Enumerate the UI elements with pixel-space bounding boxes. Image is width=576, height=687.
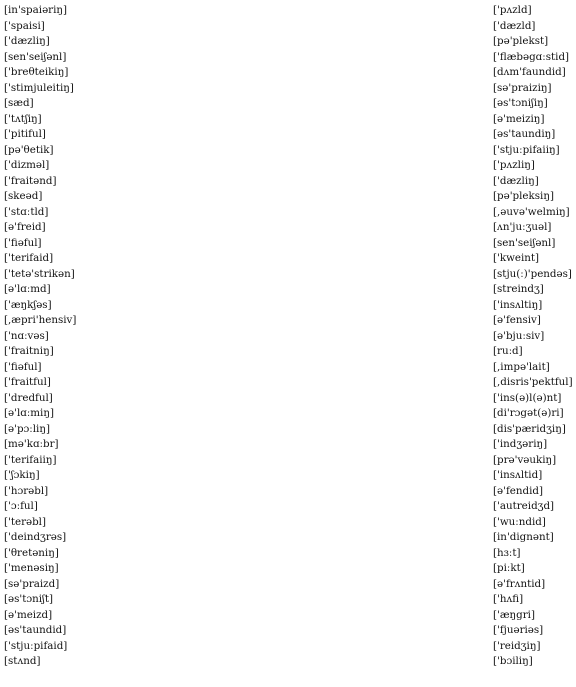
phonetic-entry: [stʌnd] bbox=[4, 655, 41, 667]
phonetic-entry: ['breθteikiŋ] bbox=[4, 66, 69, 78]
phonetic-entry: ['reidʒiŋ] bbox=[493, 639, 541, 652]
phonetic-entry: [əs'taundiŋ] bbox=[493, 128, 556, 140]
phonetic-entry: [ə'pɔːliŋ] bbox=[4, 422, 51, 435]
phonetic-entry: ['terifaiiŋ] bbox=[4, 453, 57, 466]
phonetic-entry: ['tʌtʃiŋ] bbox=[4, 112, 42, 125]
phonetic-entry: [dis'pæridʒiŋ] bbox=[493, 422, 566, 435]
phonetic-entry: [mə'kɑːbr] bbox=[4, 438, 59, 450]
phonetic-entry: [hɜːt] bbox=[493, 546, 521, 559]
phonetic-entry: ['fraitful] bbox=[4, 376, 51, 388]
phonetic-entry: [ə'bjuːsiv] bbox=[493, 329, 545, 342]
phonetic-entry: [,əuvə'welmiŋ] bbox=[493, 205, 570, 218]
phonetic-entry: ['stɑːtld] bbox=[4, 205, 49, 218]
phonetic-entry: ['flæbəgɑːstid] bbox=[493, 50, 570, 63]
phonetic-entry: [pə'pleksiŋ] bbox=[493, 190, 554, 202]
phonetic-entry: ['dizməl] bbox=[4, 159, 50, 171]
phonetic-entry: ['fiəful] bbox=[4, 360, 42, 373]
phonetic-entry: [ə'freid] bbox=[4, 221, 46, 233]
phonetic-entry: [sə'praiziŋ] bbox=[493, 81, 552, 94]
phonetic-entry: [skeəd] bbox=[4, 190, 43, 202]
phonetic-entry: [in'spaiəriŋ] bbox=[4, 4, 68, 16]
phonetic-entry: ['θretəniŋ] bbox=[4, 546, 59, 559]
phonetic-entry: [in'dignənt] bbox=[493, 531, 554, 543]
phonetic-entry: [ə'frʌntid] bbox=[493, 577, 546, 590]
phonetic-entry: ['dredful] bbox=[4, 391, 53, 404]
right-pronunciation-column bbox=[493, 3, 573, 670]
phonetic-entry: ['stjuːpifaid] bbox=[4, 639, 68, 652]
phonetic-entry: ['stjuːpifaiiŋ] bbox=[493, 143, 560, 156]
phonetic-entry: [ʌn'juːʒuəl] bbox=[493, 221, 552, 233]
phonetic-entry: [ə'meiziŋ] bbox=[493, 112, 545, 125]
phonetic-entry: ['fraitənd] bbox=[4, 174, 57, 187]
phonetic-entry: ['indʒəriŋ] bbox=[493, 438, 548, 450]
phonetic-entry: ['autreidʒd] bbox=[493, 500, 555, 512]
phonetic-entry: ['æŋkʃəs] bbox=[4, 298, 52, 311]
phonetic-entry: ['ɔːful] bbox=[4, 500, 38, 512]
phonetic-entry: [ə'fensiv] bbox=[493, 314, 541, 326]
phonetic-entry: ['ins(ə)l(ə)nt] bbox=[493, 391, 562, 404]
phonetic-entry: ['pʌzld] bbox=[493, 4, 532, 16]
phonetic-entry: [ə'lɑːmd] bbox=[4, 283, 51, 295]
phonetic-entry: [sæd] bbox=[4, 97, 34, 109]
phonetic-entry: ['kweint] bbox=[493, 252, 540, 264]
phonetic-entry: ['stimjuleitiŋ] bbox=[4, 81, 74, 94]
phonetic-entry: [ə'fendid] bbox=[493, 484, 543, 497]
phonetic-entry: ['fiəful] bbox=[4, 236, 42, 249]
phonetic-entry: ['insʌltiŋ] bbox=[493, 298, 543, 311]
phonetic-entry: ['dæzliŋ] bbox=[4, 35, 50, 47]
phonetic-entry: [əs'tɔniʃt] bbox=[4, 593, 54, 605]
phonetic-entry: ['hʌfi] bbox=[493, 593, 524, 605]
phonetic-entry: ['pʌzliŋ] bbox=[493, 159, 535, 171]
phonetic-entry: [sen'seiʃənl] bbox=[4, 50, 67, 63]
phonetic-entry: ['pitiful] bbox=[4, 128, 46, 140]
phonetic-entry: ['wuːndid] bbox=[493, 515, 546, 528]
phonetic-entry: [dʌm'faundid] bbox=[493, 66, 566, 78]
phonetic-entry: ['fjuəriəs] bbox=[493, 624, 544, 636]
phonetic-entry: [stju(ː)'pendəs] bbox=[493, 267, 572, 280]
phonetic-entry: [əs'tɔniʃiŋ] bbox=[493, 97, 548, 109]
phonetic-entry: [di'rɔgət(ə)ri] bbox=[493, 407, 564, 419]
phonetic-entry: ['terəbl] bbox=[4, 515, 46, 528]
phonetic-entry: [ruːd] bbox=[493, 345, 523, 357]
phonetic-entry: [streindʒ] bbox=[493, 283, 544, 295]
phonetic-entry: ['deindʒrəs] bbox=[4, 531, 67, 543]
phonetic-entry: ['hɔrəbl] bbox=[4, 484, 49, 497]
phonetic-entry: ['dæzliŋ] bbox=[493, 174, 539, 187]
phonetic-entry: ['fraitniŋ] bbox=[4, 345, 54, 357]
phonetic-entry: [,disris'pektful] bbox=[493, 376, 573, 388]
left-pronunciation-column bbox=[4, 3, 76, 670]
phonetic-entry: ['dæzld] bbox=[493, 19, 536, 32]
phonetic-entry: [pə'plekst] bbox=[493, 35, 549, 47]
phonetic-entry: [,impə'lait] bbox=[493, 360, 550, 373]
phonetic-entry: [ə'lɑːmiŋ] bbox=[4, 407, 55, 419]
phonetic-entry: [əs'taundid] bbox=[4, 624, 67, 636]
phonetic-entry: ['æŋgri] bbox=[493, 608, 535, 621]
phonetic-entry: ['terifaid] bbox=[4, 252, 54, 264]
phonetic-entry: ['insʌltid] bbox=[493, 469, 543, 481]
phonetic-entry: ['ʃɔkiŋ] bbox=[4, 469, 40, 481]
phonetic-entry: [prə'vəukiŋ] bbox=[493, 453, 557, 466]
phonetic-entry: [ə'meizd] bbox=[4, 608, 53, 621]
phonetic-entry: ['bɔiliŋ] bbox=[493, 655, 533, 667]
phonetic-entry: ['menəsiŋ] bbox=[4, 562, 59, 574]
phonetic-entry: ['nɑːvəs] bbox=[4, 329, 49, 342]
phonetic-entry: ['spaisi] bbox=[4, 19, 45, 32]
phonetic-entry: [piːkt] bbox=[493, 562, 525, 574]
phonetic-entry: [sen'seiʃənl] bbox=[493, 236, 556, 249]
phonetic-entry: ['tetə'strikən] bbox=[4, 267, 75, 280]
phonetic-entry: [,æpri'hensiv] bbox=[4, 314, 77, 326]
phonetic-entry: [sə'praizd] bbox=[4, 577, 60, 590]
phonetic-entry: [pə'θetik] bbox=[4, 143, 54, 156]
